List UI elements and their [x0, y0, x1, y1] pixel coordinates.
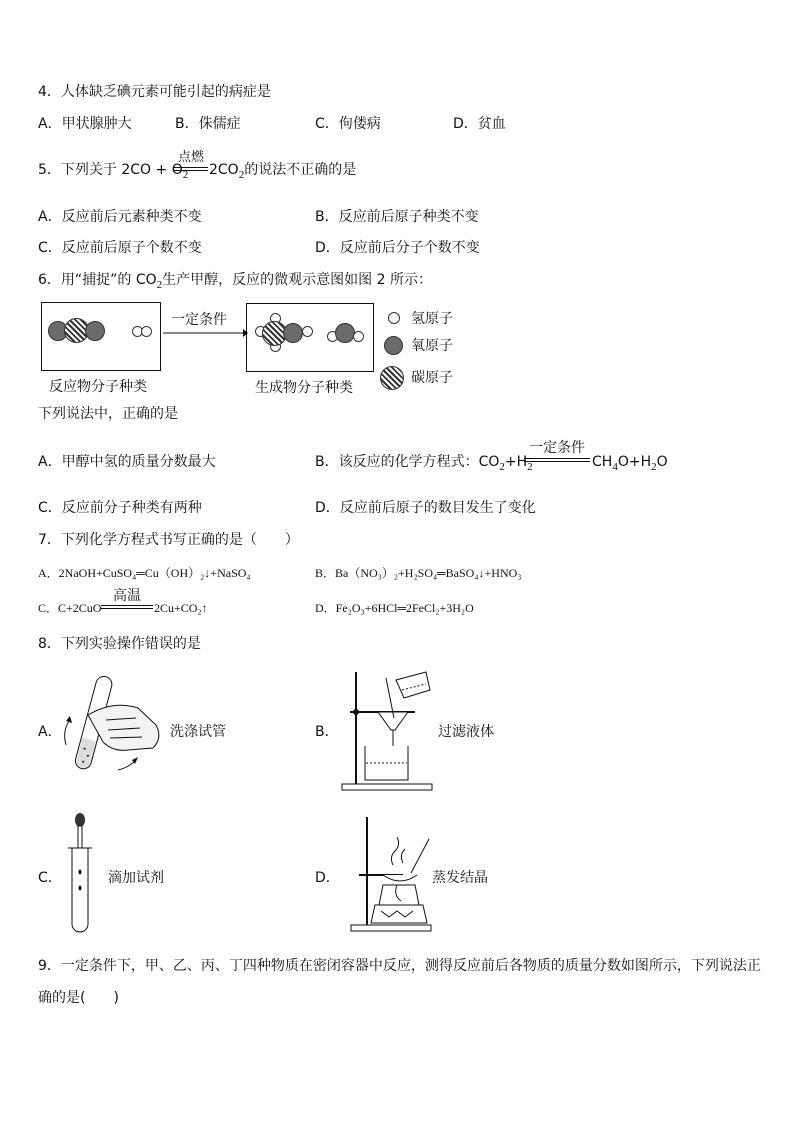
q6-b-equals-sign: [524, 458, 590, 462]
oxygen-atom: [335, 323, 355, 343]
test-tube-washing-icon: [58, 670, 173, 785]
q6-option-a: A．甲醇中氢的质量分数最大: [38, 454, 216, 470]
q7-stem: 7．下列化学方程式书写正确的是（ ）: [38, 532, 299, 548]
q5-stem-end: $2CO_2$的说法不正确的是: [209, 162, 357, 181]
q9-stem-line1: 9．一定条件下，甲、乙、丙、丁四种物质在密闭容器中反应，测得反应前后各物质的质量分数如图所示，下列说法正: [38, 958, 761, 974]
q5-option-b: B．反应前后原子种类不变: [315, 209, 479, 225]
q9-stem-line2: 确的是( ): [38, 990, 119, 1006]
q6-b-condition: 一定条件: [529, 440, 585, 456]
q8-option-a-letter: A．: [38, 724, 62, 740]
q7-option-c-products: 2Cu+CO₂↑: [154, 601, 208, 615]
legend-hydrogen-label: 氢原子: [411, 311, 453, 327]
q8-option-c-letter: C．: [38, 870, 62, 886]
q8-option-b-label: 过滤液体: [438, 724, 494, 740]
q7-c-condition: 高温: [113, 588, 141, 604]
q6-option-c: C．反应前分子种类有两种: [38, 500, 202, 516]
q4-option-b: B．侏儒症: [175, 116, 241, 132]
q7-option-d: D．Fe₂O₃+6HCl═2FeCl₂+3H₂O: [315, 601, 474, 615]
evaporation-apparatus-icon: [345, 815, 445, 933]
legend-oxygen-icon: [384, 336, 403, 355]
q8-option-d-label: 蒸发结晶: [432, 870, 488, 886]
q5-equals-sign: [174, 167, 208, 171]
q5-option-a: A．反应前后元素种类不变: [38, 209, 202, 225]
oxygen-atom: [283, 323, 303, 343]
q6-option-d: D．反应前后原子的数目发生了变化: [315, 500, 536, 516]
q6-question: 下列说法中，正确的是: [38, 406, 178, 422]
legend-oxygen-label: 氧原子: [411, 338, 453, 354]
q7-c-equals-sign: [101, 605, 153, 609]
legend-carbon-label: 碳原子: [411, 370, 453, 386]
q8-stem: 8．下列实验操作错误的是: [38, 636, 201, 652]
oxygen-atom: [85, 321, 105, 341]
q4-option-a: A．甲状腺肿大: [38, 116, 132, 132]
arrow-label: 一定条件: [171, 312, 227, 328]
product-caption: 生成物分子种类: [255, 380, 353, 396]
q6-option-b: B．该反应的化学方程式：$CO_2+H_2$: [315, 454, 533, 473]
q8-option-c-label: 滴加试剂: [108, 870, 164, 886]
q5-option-d: D．反应前后分子个数不变: [315, 240, 480, 256]
reactant-caption: 反应物分子种类: [49, 379, 147, 395]
hydrogen-atom: [141, 326, 152, 337]
q5-option-c: C．反应前后原子个数不变: [38, 240, 202, 256]
q7-option-b: B．Ba（NO₃）₂+H₂SO₄═BaSO₄↓+HNO₃: [315, 566, 522, 580]
reaction-arrow-icon: [163, 328, 248, 338]
q8-option-b-letter: B．: [315, 724, 339, 740]
q6-stem: 6．用“捕捉”的 $CO_2$生产甲醇，反应的微观示意图如图 2 所示：: [38, 272, 432, 291]
hydrogen-atom: [353, 331, 364, 342]
q4-option-d: D．贫血: [453, 116, 506, 132]
q8-option-d-letter: D．: [315, 870, 340, 886]
dropper-adding-reagent-icon: [66, 812, 96, 932]
q7-option-a: A．2NaOH+CuSO₄═Cu（OH）₂↓+NaSO₄: [38, 566, 251, 580]
q4-option-c: C．佝偻病: [315, 116, 381, 132]
hydrogen-atom: [302, 326, 313, 337]
legend-carbon-icon: [380, 366, 404, 390]
product-box: [246, 303, 374, 372]
q7-option-c: C．C+2CuO: [38, 601, 102, 615]
q6-option-b-products: $CH_4O+H_2O$: [592, 454, 668, 473]
q5-reaction-condition: 点燃: [177, 150, 204, 165]
reactant-box: [41, 302, 161, 371]
filtration-apparatus-icon: [340, 668, 440, 793]
legend-hydrogen-icon: [388, 312, 400, 324]
q4-stem: 4．人体缺乏碘元素可能引起的病症是: [38, 84, 271, 100]
q8-option-a-label: 洗涤试管: [170, 724, 226, 740]
q5-stem: 5．下列关于 $2CO + O_2$: [38, 162, 189, 181]
